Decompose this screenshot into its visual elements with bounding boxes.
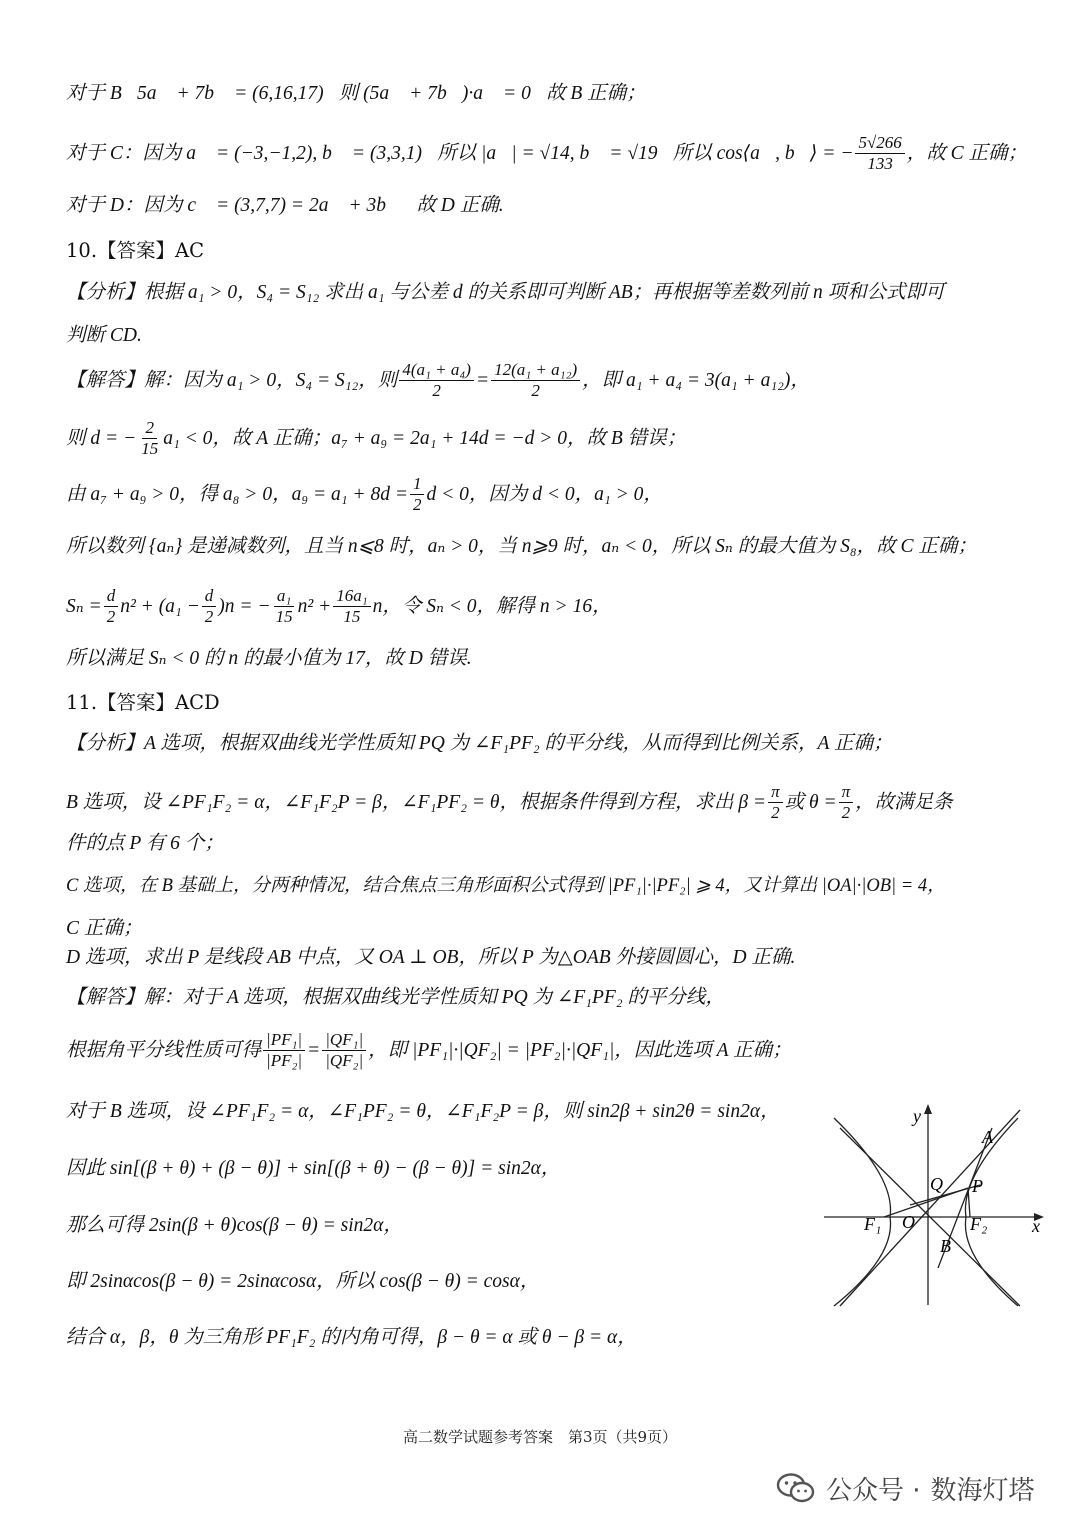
answer-10-heading: 10.【答案】AC: [66, 239, 205, 262]
hyperbola-left-branch: [834, 1118, 891, 1306]
label-o: O: [902, 1212, 915, 1232]
solution-10-line5: Sₙ = $\frac{d}{2}$ n² + (a₁ − $\frac{d}{2}$ )n = − $\frac{\text{a₁}}{15}$ n² + $\frac{\text{16a₁}}{15}$ n，令 Sₙ < 0，解得 n > 16，: [66, 586, 612, 626]
solution-10-line3: 由 a₇ + a₉ > 0，得 a₈ > 0，a₉ = a₁ + 8d = $\frac{1}{2}$ d < 0，因为 d < 0，a₁ > 0，: [66, 474, 663, 514]
y-axis-arrow: [924, 1104, 932, 1114]
hyperbola-figure: [820, 1100, 1050, 1310]
asymptote-1: [840, 1110, 1020, 1306]
analysis-11-b: B 选项，设 ∠PF₁F₂ = α，∠F₁F₂P = β，∠F₁PF₂ = θ，根据条件得到方程，求出 β = $\frac{\pi}{2}$ 或 θ = $\frac{\pi}{2}$ ，故满足条: [66, 782, 953, 822]
watermark: [776, 1466, 1035, 1510]
solution-11-a-ratio: 根据角平分线性质可得 $\frac{\text{|PF₁|}}{\text{|PF₂|}}$ = $\frac{\text{|QF₁|}}{\text{|QF₂|}}$ ，即 |PF₁|·|QF₂| = |PF₂|·|QF₁|，因此选项 A 正确；: [66, 1030, 792, 1070]
solution-10-line1: 【解答】解：因为 a₁ > 0，S₄ = S₁₂，则 $\frac{\text{4(a₁ + a₄)}}{2}$ = $\frac{\text{12(a₁ + a₁₂)}}{2}$ ，即 a₁ + a₄ = 3(a₁ + a₁₂)，: [66, 360, 810, 400]
solution-10-line4: 所以数列 {aₙ} 是递减数列，且当 n⩽8 时，aₙ > 0，当 n⩾9 时，aₙ < 0，所以 Sₙ 的最大值为 S₈，故 C 正确；: [66, 536, 977, 557]
analysis-10: 【分析】根据 a₁ > 0，S₄ = S₁₂ 求出 a₁ 与公差 d 的关系即可判断 AB；再根据等差数列前 n 项和公式即可: [66, 282, 945, 303]
label-b: B: [940, 1236, 951, 1256]
analysis-11-c: C 选项，在 B 基础上，分两种情况，结合焦点三角形面积公式得到 |PF₁|·|PF₂| ⩾ 4，又计算出 |OA|·|OB| = 4，: [66, 876, 946, 896]
line-b-option: 对于 B：5a⃗ + 7b⃗ = (6,16,17)，则 (5a⃗ + 7b⃗)·a⃗ = 0，故 B 正确；: [66, 83, 646, 104]
label-p: P: [972, 1176, 983, 1196]
line-c-option: 对于 C：因为 a⃗ = (−3,−1,2), b⃗ = (3,3,1)，所以 |a⃗| = √14, b⃗ = √19，所以 cos⟨a⃗, b⃗⟩ = − $\frac{5√266}{133}$ ，故 C 正确；: [66, 133, 1028, 173]
solution-10-line2: 则 d = − $\frac{2}{15}$ a₁ < 0，故 A 正确；a₇ + a₉ = 2a₁ + 14d = −d > 0，故 B 错误；: [66, 418, 687, 458]
solution-11-b2: 因此 sin[(β + θ) + (β − θ)] + sin[(β + θ) − (β − θ)] = sin2α，: [66, 1158, 561, 1179]
wechat-icon: [776, 1472, 816, 1504]
solution-10-line6: 所以满足 Sₙ < 0 的 n 的最小值为 17，故 D 错误.: [66, 648, 472, 669]
label-y: y: [913, 1106, 921, 1126]
analysis-11-c-cont: C 正确；: [66, 918, 143, 939]
fraction: $\frac{5√266}{133}$: [855, 133, 904, 174]
label-f1: F₁: [864, 1214, 882, 1234]
solution-11-b4: 即 2sinαcos(β − θ) = 2sinαcosα，所以 cos(β − θ) = cosα，: [66, 1271, 540, 1292]
analysis-11-d: D 选项，求出 P 是线段 AB 中点，又 OA ⊥ OB，所以 P 为△OAB 外接圆圆心，D 正确.: [66, 947, 796, 968]
label-a: A: [982, 1127, 993, 1147]
line-d-option: 对于 D：因为 c⃗ = (3,7,7) = 2a⃗ + 3b⃗，故 D 正确.: [66, 195, 504, 216]
label-f2: F₂: [970, 1214, 988, 1234]
label-x: x: [1032, 1216, 1040, 1236]
analysis-10-cont: 判断 CD.: [66, 325, 142, 346]
solution-11-b3: 那么可得 2sin(β + θ)cos(β − θ) = sin2α，: [66, 1215, 403, 1236]
solution-11-b5: 结合 α，β，θ 为三角形 PF₁F₂ 的内角可得，β − θ = α 或 θ − β = α，: [66, 1327, 637, 1348]
watermark-prefix: 公众号 ·: [826, 1475, 921, 1506]
analysis-11-a: 【分析】A 选项，根据双曲线光学性质知 PQ 为 ∠F₁PF₂ 的平分线，从而得到比例关系，A 正确；: [66, 733, 893, 754]
page-footer: 高二数学试题参考答案 第3页（共9页）: [402, 1428, 678, 1446]
answer-11-heading: 11.【答案】ACD: [66, 691, 220, 714]
watermark-name: 数海灯塔: [930, 1475, 1035, 1506]
line-f2-p: [968, 1188, 970, 1217]
solution-11-b1: 对于 B 选项，设 ∠PF₁F₂ = α，∠F₁PF₂ = θ，∠F₁F₂P = β，则 sin2β + sin2θ = sin2α，: [66, 1101, 780, 1122]
solution-11-a: 【解答】解：对于 A 选项，根据双曲线光学性质知 PQ 为 ∠F₁PF₂ 的平分线，: [66, 987, 725, 1008]
label-q: Q: [930, 1174, 943, 1194]
analysis-11-b-cont: 件的点 P 有 6 个；: [66, 833, 224, 854]
